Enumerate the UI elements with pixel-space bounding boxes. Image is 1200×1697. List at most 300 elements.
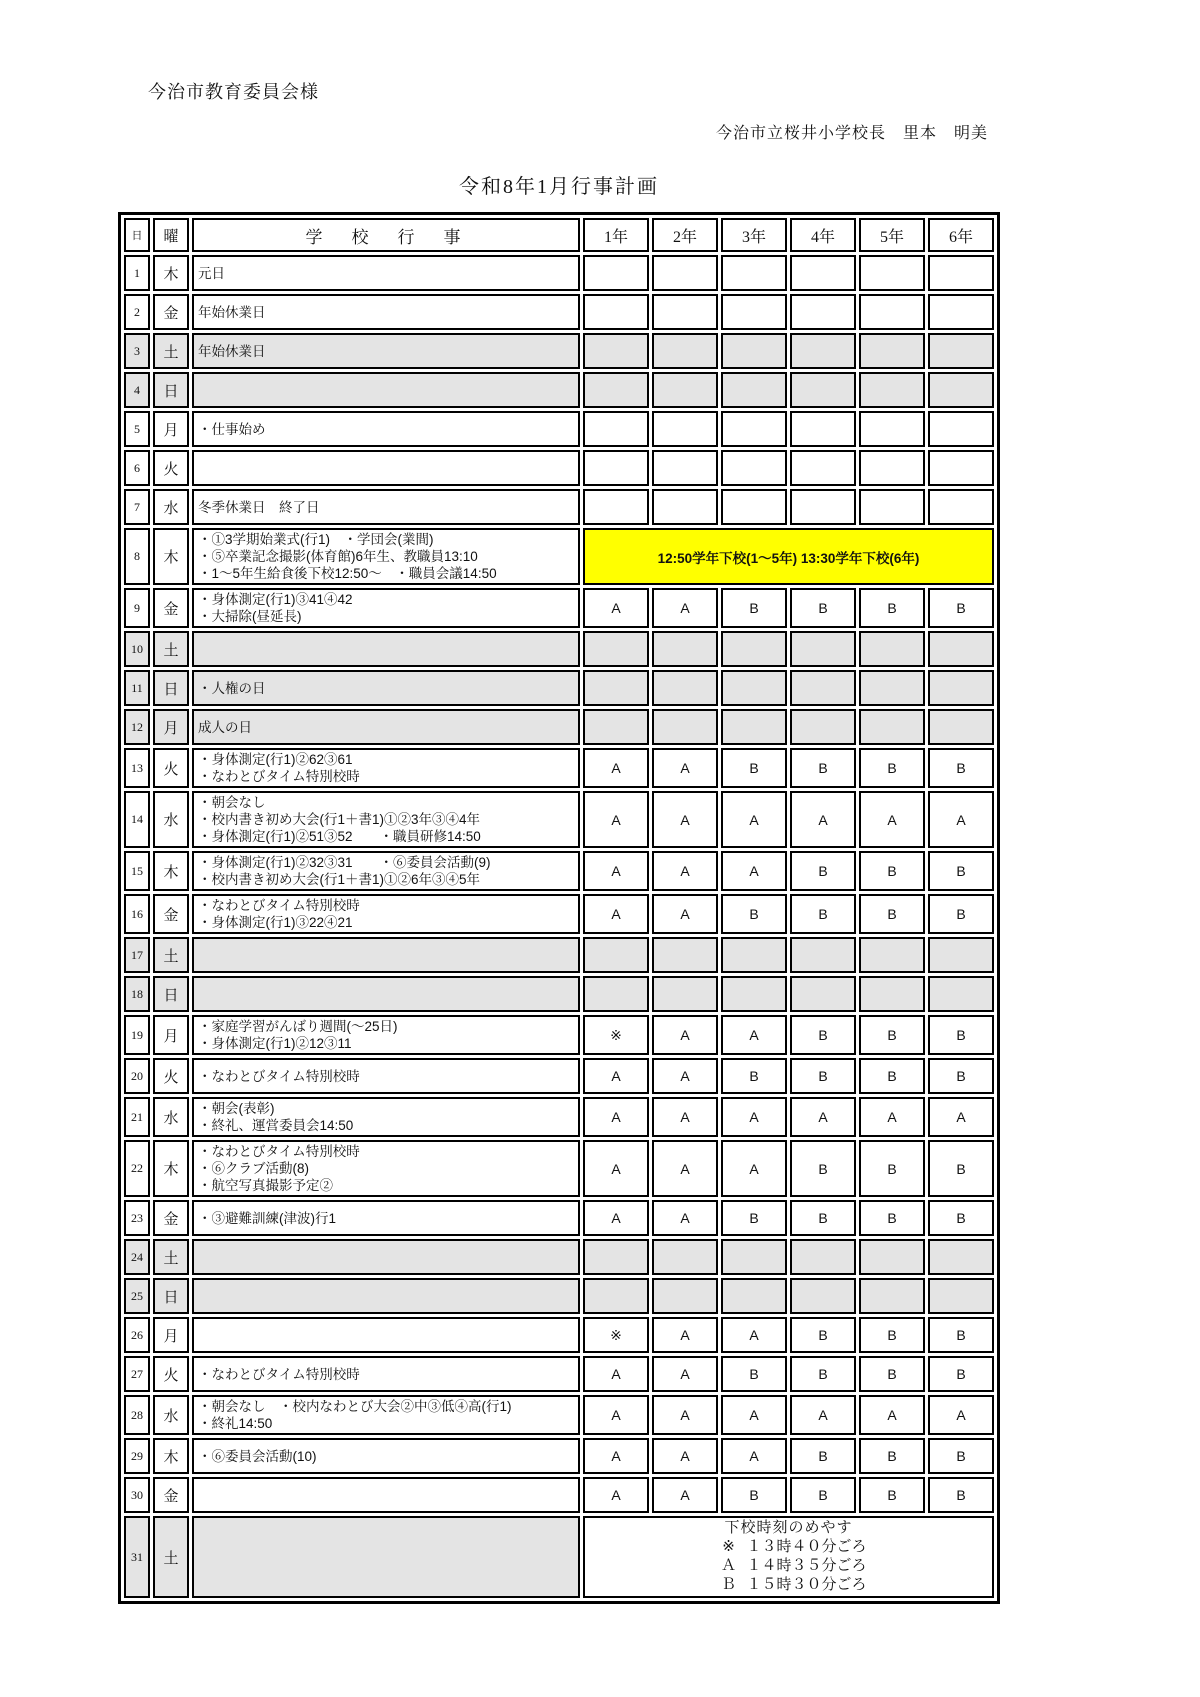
grade-cell-1: A: [583, 1058, 649, 1094]
event-line: ・身体測定(行1)②51③52 ・職員研修14:50: [198, 829, 481, 844]
grade-cell-1: A: [583, 1477, 649, 1513]
grade-cell-3: A: [721, 1317, 787, 1353]
events-cell: [192, 411, 580, 447]
grade-cell-5: B: [859, 1477, 925, 1513]
events-cell: [192, 1058, 580, 1094]
grade-cell-3: A: [721, 1015, 787, 1055]
event-line: ・③避難訓練(津波)行1: [198, 1210, 336, 1226]
event-line: 年始休業日: [198, 304, 266, 320]
weekday-cell: 火: [153, 450, 189, 486]
day-cell: 9: [124, 588, 150, 628]
day-cell: 8: [124, 528, 150, 585]
grade-cell-3: [721, 255, 787, 291]
weekday-cell: 金: [153, 1477, 189, 1513]
event-line: ・なわとびタイム特別校時: [198, 769, 360, 784]
event-line: ・朝会(表彰): [198, 1101, 275, 1116]
dismissal-note-title: 下校時刻のめやす: [724, 1520, 853, 1536]
events-cell: [192, 894, 580, 934]
grade-cell-5: [859, 670, 925, 706]
day-cell: 2: [124, 294, 150, 330]
event-line: ・なわとびタイム特別校時: [198, 1068, 360, 1084]
grade-cell-6: [928, 1278, 994, 1314]
weekday-cell: 水: [153, 1395, 189, 1435]
grade-cell-4: B: [790, 748, 856, 788]
day-cell: 16: [124, 894, 150, 934]
grade-cell-4: B: [790, 1356, 856, 1392]
header-row: [124, 218, 994, 252]
dismissal-symbol: Ａ: [720, 1558, 736, 1574]
grade-cell-4: [790, 976, 856, 1012]
grade-cell-3: A: [721, 1438, 787, 1474]
grade-cell-3: [721, 937, 787, 973]
grade-cell-5: B: [859, 748, 925, 788]
weekday-cell: 月: [153, 411, 189, 447]
grade-cell-3: [721, 976, 787, 1012]
grade-cell-2: [652, 333, 718, 369]
grade-cell-6: [928, 450, 994, 486]
events-cell: [192, 1278, 580, 1314]
grade-cell-5: [859, 976, 925, 1012]
grade-cell-6: B: [928, 1317, 994, 1353]
grade-cell-5: B: [859, 1200, 925, 1236]
grade-cell-1: [583, 333, 649, 369]
grade-cell-3: B: [721, 1477, 787, 1513]
grade-cell-3: [721, 670, 787, 706]
grade-cell-2: A: [652, 894, 718, 934]
event-line: 成人の日: [198, 719, 252, 735]
grade-cell-5: [859, 1278, 925, 1314]
grade-cell-1: [583, 976, 649, 1012]
grade-cell-4: B: [790, 1438, 856, 1474]
grade-cell-4: B: [790, 1058, 856, 1094]
weekday-cell: 木: [153, 851, 189, 891]
grade-cell-1: A: [583, 748, 649, 788]
schedule-row-31: [124, 1516, 994, 1598]
grade-cell-6: B: [928, 1200, 994, 1236]
grade-cell-2: A: [652, 1395, 718, 1435]
grade-cell-2: [652, 709, 718, 745]
weekday-cell: 火: [153, 1058, 189, 1094]
events-cell: [192, 1200, 580, 1236]
page-title: 令和8年1月行事計画: [459, 176, 659, 198]
grade-cell-6: [928, 937, 994, 973]
events-cell: [192, 748, 580, 788]
day-cell: 27: [124, 1356, 150, 1392]
event-line: ・身体測定(行1)②32③31 ・⑥委員会活動(9): [198, 855, 491, 870]
grade-cell-2: [652, 411, 718, 447]
grade-cell-1: A: [583, 894, 649, 934]
day-cell: 4: [124, 372, 150, 408]
grade-cell-3: B: [721, 1356, 787, 1392]
grade-cell-6: [928, 1239, 994, 1275]
event-line: ・終礼、運営委員会14:50: [198, 1118, 354, 1133]
grade-cell-6: [928, 489, 994, 525]
dismissal-highlight-cell: 12:50学年下校(1～5年) 13:30学年下校(6年): [583, 528, 994, 585]
weekday-cell: 月: [153, 1317, 189, 1353]
event-line: ・人権の日: [198, 680, 266, 696]
schedule-row-22: [124, 1140, 994, 1197]
grade-cell-3: [721, 489, 787, 525]
grade-cell-6: [928, 255, 994, 291]
schedule-row-10: [124, 631, 994, 667]
grade-cell-6: [928, 294, 994, 330]
grade-cell-3: B: [721, 894, 787, 934]
grade-cell-2: A: [652, 1058, 718, 1094]
day-cell: 6: [124, 450, 150, 486]
weekday-cell: 金: [153, 894, 189, 934]
event-line: ・終礼14:50: [198, 1416, 273, 1431]
grade-cell-2: A: [652, 1317, 718, 1353]
schedule-row-1: [124, 255, 994, 291]
day-cell: 21: [124, 1097, 150, 1137]
grade-cell-3: A: [721, 1140, 787, 1197]
grade-cell-4: [790, 372, 856, 408]
events-cell: [192, 333, 580, 369]
grade-cell-2: A: [652, 1097, 718, 1137]
grade-cell-2: A: [652, 1477, 718, 1513]
grade-cell-4: B: [790, 588, 856, 628]
header-grade-4: 4年: [790, 218, 856, 252]
dismissal-note: [710, 1519, 866, 1595]
schedule-row-27: [124, 1356, 994, 1392]
grade-cell-2: [652, 937, 718, 973]
day-cell: 25: [124, 1278, 150, 1314]
event-line: ・朝会なし ・校内なわとび大会②中③低④高(行1): [198, 1399, 512, 1414]
day-cell: 26: [124, 1317, 150, 1353]
day-cell: 28: [124, 1395, 150, 1435]
events-cell: [192, 937, 580, 973]
grade-cell-1: [583, 450, 649, 486]
grade-cell-4: [790, 450, 856, 486]
grade-cell-2: [652, 1278, 718, 1314]
weekday-cell: 月: [153, 1015, 189, 1055]
grade-cell-2: A: [652, 1200, 718, 1236]
schedule-row-9: [124, 588, 994, 628]
grade-cell-4: [790, 937, 856, 973]
grade-cell-2: A: [652, 851, 718, 891]
events-cell: [192, 851, 580, 891]
grade-cell-5: [859, 294, 925, 330]
schedule-row-15: [124, 851, 994, 891]
events-cell: [192, 670, 580, 706]
grade-cell-5: [859, 937, 925, 973]
grade-cell-6: B: [928, 1140, 994, 1197]
grade-cell-5: [859, 333, 925, 369]
grade-cell-3: [721, 450, 787, 486]
grade-cell-3: [721, 631, 787, 667]
event-line: ・身体測定(行1)③41④42: [198, 592, 353, 607]
events-cell: [192, 372, 580, 408]
grade-cell-4: A: [790, 1097, 856, 1137]
event-line: 冬季休業日 終了日: [198, 499, 320, 515]
grade-cell-6: B: [928, 1477, 994, 1513]
grade-cell-3: B: [721, 588, 787, 628]
grade-cell-3: A: [721, 1395, 787, 1435]
weekday-cell: 土: [153, 333, 189, 369]
grade-cell-4: B: [790, 1140, 856, 1197]
schedule-row-24: [124, 1239, 994, 1275]
grade-cell-3: B: [721, 1058, 787, 1094]
grade-cell-2: [652, 670, 718, 706]
schedule-row-17: [124, 937, 994, 973]
grade-cell-6: A: [928, 791, 994, 848]
grade-cell-5: B: [859, 1140, 925, 1197]
weekday-cell: 土: [153, 1239, 189, 1275]
dismissal-note-line: [710, 1576, 866, 1595]
event-line: ・仕事始め: [198, 421, 266, 437]
header-grade-5: 5年: [859, 218, 925, 252]
grade-cell-1: [583, 372, 649, 408]
schedule-row-5: [124, 411, 994, 447]
weekday-cell: 水: [153, 489, 189, 525]
events-cell: [192, 528, 580, 585]
grade-cell-6: B: [928, 851, 994, 891]
dismissal-time: １５時３０分ごろ: [746, 1577, 867, 1593]
event-line: ・身体測定(行1)③22④21: [198, 915, 353, 930]
day-cell: 12: [124, 709, 150, 745]
grade-cell-2: A: [652, 1438, 718, 1474]
event-line: ・航空写真撮影予定②: [198, 1178, 333, 1193]
grade-cell-4: B: [790, 851, 856, 891]
events-cell: [192, 294, 580, 330]
grade-cell-5: [859, 709, 925, 745]
grade-cell-1: ※: [583, 1317, 649, 1353]
schedule-row-7: [124, 489, 994, 525]
grade-cell-4: [790, 294, 856, 330]
grade-cell-3: B: [721, 1200, 787, 1236]
grade-cell-2: [652, 372, 718, 408]
schedule-table: [118, 212, 1000, 1604]
grade-cell-6: [928, 670, 994, 706]
events-cell: [192, 976, 580, 1012]
weekday-cell: 火: [153, 1356, 189, 1392]
event-line: 年始休業日: [198, 343, 266, 359]
grade-cell-1: [583, 1239, 649, 1275]
author-line: 今治市立桜井小学校長 里本 明美: [715, 125, 988, 142]
grade-cell-2: A: [652, 588, 718, 628]
schedule-row-12: [124, 709, 994, 745]
event-line: ・大掃除(昼延長): [198, 609, 302, 624]
day-cell: 13: [124, 748, 150, 788]
events-cell: [192, 1015, 580, 1055]
grade-cell-5: [859, 372, 925, 408]
event-line: ・朝会なし: [198, 795, 266, 810]
schedule-row-2: [124, 294, 994, 330]
events-cell: [192, 1516, 580, 1598]
weekday-cell: 木: [153, 255, 189, 291]
events-cell: [192, 450, 580, 486]
event-line: ・⑥委員会活動(10): [198, 1448, 317, 1464]
grade-cell-6: B: [928, 1058, 994, 1094]
grade-cell-6: [928, 631, 994, 667]
grade-cell-4: [790, 631, 856, 667]
weekday-cell: 日: [153, 1278, 189, 1314]
header-day: 日: [124, 218, 150, 252]
grade-cell-4: B: [790, 1477, 856, 1513]
grade-cell-2: [652, 489, 718, 525]
grade-cell-3: B: [721, 748, 787, 788]
grade-cell-1: [583, 937, 649, 973]
day-cell: 18: [124, 976, 150, 1012]
weekday-cell: 金: [153, 294, 189, 330]
grade-cell-5: B: [859, 851, 925, 891]
events-cell: [192, 1438, 580, 1474]
grade-cell-1: [583, 255, 649, 291]
grade-cell-6: B: [928, 1015, 994, 1055]
grade-cell-4: B: [790, 1015, 856, 1055]
grade-cell-4: B: [790, 894, 856, 934]
schedule-row-18: [124, 976, 994, 1012]
weekday-cell: 土: [153, 937, 189, 973]
grade-cell-6: B: [928, 588, 994, 628]
day-cell: 11: [124, 670, 150, 706]
grade-cell-2: [652, 1239, 718, 1275]
schedule-row-23: [124, 1200, 994, 1236]
grade-cell-1: [583, 709, 649, 745]
grade-cell-6: [928, 333, 994, 369]
day-cell: 17: [124, 937, 150, 973]
events-cell: [192, 791, 580, 848]
grade-cell-2: [652, 255, 718, 291]
events-cell: [192, 631, 580, 667]
grade-cell-1: ※: [583, 1015, 649, 1055]
grade-cell-4: [790, 670, 856, 706]
day-cell: 14: [124, 791, 150, 848]
grade-cell-3: [721, 294, 787, 330]
grade-cell-1: [583, 1278, 649, 1314]
event-line: ・①3学期始業式(行1) ・学団会(業間): [198, 532, 434, 547]
grade-cell-6: [928, 411, 994, 447]
event-line: 元日: [198, 265, 225, 281]
grade-cell-2: [652, 631, 718, 667]
grade-cell-4: [790, 709, 856, 745]
schedule-row-14: [124, 791, 994, 848]
schedule-row-8: [124, 528, 994, 585]
grade-cell-2: [652, 450, 718, 486]
grade-cell-5: [859, 489, 925, 525]
schedule-row-29: [124, 1438, 994, 1474]
event-line: ・⑤卒業記念撮影(体育館)6年生、教職員13:10: [198, 549, 478, 564]
schedule-row-30: [124, 1477, 994, 1513]
day-cell: 1: [124, 255, 150, 291]
schedule-row-6: [124, 450, 994, 486]
grade-cell-5: B: [859, 1356, 925, 1392]
grade-cell-5: B: [859, 588, 925, 628]
weekday-cell: 金: [153, 1200, 189, 1236]
grade-cell-1: A: [583, 1097, 649, 1137]
grade-cell-4: A: [790, 791, 856, 848]
event-line: ・家庭学習がんばり週間(～25日): [198, 1019, 398, 1034]
events-cell: [192, 489, 580, 525]
grade-cell-6: A: [928, 1097, 994, 1137]
grade-cell-3: A: [721, 791, 787, 848]
grade-cell-1: [583, 294, 649, 330]
grade-cell-6: [928, 976, 994, 1012]
grade-cell-1: [583, 489, 649, 525]
events-cell: [192, 1356, 580, 1392]
grade-cell-1: [583, 670, 649, 706]
document-page: [118, 0, 1000, 1604]
grade-cell-5: A: [859, 791, 925, 848]
grade-cell-5: A: [859, 1395, 925, 1435]
grade-cell-4: B: [790, 1317, 856, 1353]
grade-cell-4: B: [790, 1200, 856, 1236]
event-line: ・1～5年生給食後下校12:50～ ・職員会議14:50: [198, 566, 497, 581]
grade-cell-1: A: [583, 1395, 649, 1435]
dismissal-time: １３時４０分ごろ: [746, 1539, 867, 1555]
events-cell: [192, 1477, 580, 1513]
schedule-row-25: [124, 1278, 994, 1314]
weekday-cell: 火: [153, 748, 189, 788]
weekday-cell: 日: [153, 670, 189, 706]
grade-cell-3: [721, 709, 787, 745]
grade-cell-5: [859, 411, 925, 447]
header-events: 学 校 行 事: [192, 218, 580, 252]
day-cell: 24: [124, 1239, 150, 1275]
events-cell: [192, 1097, 580, 1137]
grade-cell-5: B: [859, 1438, 925, 1474]
grade-cell-3: [721, 372, 787, 408]
schedule-row-21: [124, 1097, 994, 1137]
events-cell: [192, 1395, 580, 1435]
grade-cell-5: B: [859, 894, 925, 934]
grade-cell-2: A: [652, 1140, 718, 1197]
header-grade-3: 3年: [721, 218, 787, 252]
day-cell: 7: [124, 489, 150, 525]
grade-cell-1: A: [583, 1438, 649, 1474]
weekday-cell: 月: [153, 709, 189, 745]
grade-cell-5: B: [859, 1317, 925, 1353]
grade-cell-1: A: [583, 791, 649, 848]
grade-cell-1: [583, 631, 649, 667]
grade-cell-6: [928, 709, 994, 745]
weekday-cell: 木: [153, 1438, 189, 1474]
weekday-cell: 日: [153, 372, 189, 408]
day-cell: 10: [124, 631, 150, 667]
grade-cell-3: A: [721, 1097, 787, 1137]
header-grade-1: 1年: [583, 218, 649, 252]
grade-cell-3: [721, 333, 787, 369]
weekday-cell: 金: [153, 588, 189, 628]
grade-cell-1: A: [583, 588, 649, 628]
schedule-row-11: [124, 670, 994, 706]
day-cell: 19: [124, 1015, 150, 1055]
grade-cell-2: A: [652, 1356, 718, 1392]
dismissal-note-line: [710, 1557, 866, 1576]
day-cell: 3: [124, 333, 150, 369]
grade-cell-5: [859, 1239, 925, 1275]
header-weekday: 曜: [153, 218, 189, 252]
events-cell: [192, 1140, 580, 1197]
grade-cell-3: [721, 411, 787, 447]
event-line: ・校内書き初め大会(行1＋書1)①②6年③④5年: [198, 872, 481, 887]
event-line: ・身体測定(行1)②62③61: [198, 752, 353, 767]
events-cell: [192, 1317, 580, 1353]
event-line: ・なわとびタイム特別校時: [198, 1144, 360, 1159]
dismissal-note-line: [710, 1538, 866, 1557]
grade-cell-6: B: [928, 1438, 994, 1474]
schedule-row-26: [124, 1317, 994, 1353]
grade-cell-6: [928, 372, 994, 408]
events-cell: [192, 588, 580, 628]
events-cell: [192, 255, 580, 291]
grade-cell-4: [790, 255, 856, 291]
schedule-row-20: [124, 1058, 994, 1094]
grade-cell-4: [790, 1278, 856, 1314]
grade-cell-4: A: [790, 1395, 856, 1435]
event-line: ・なわとびタイム特別校時: [198, 898, 360, 913]
day-cell: 22: [124, 1140, 150, 1197]
